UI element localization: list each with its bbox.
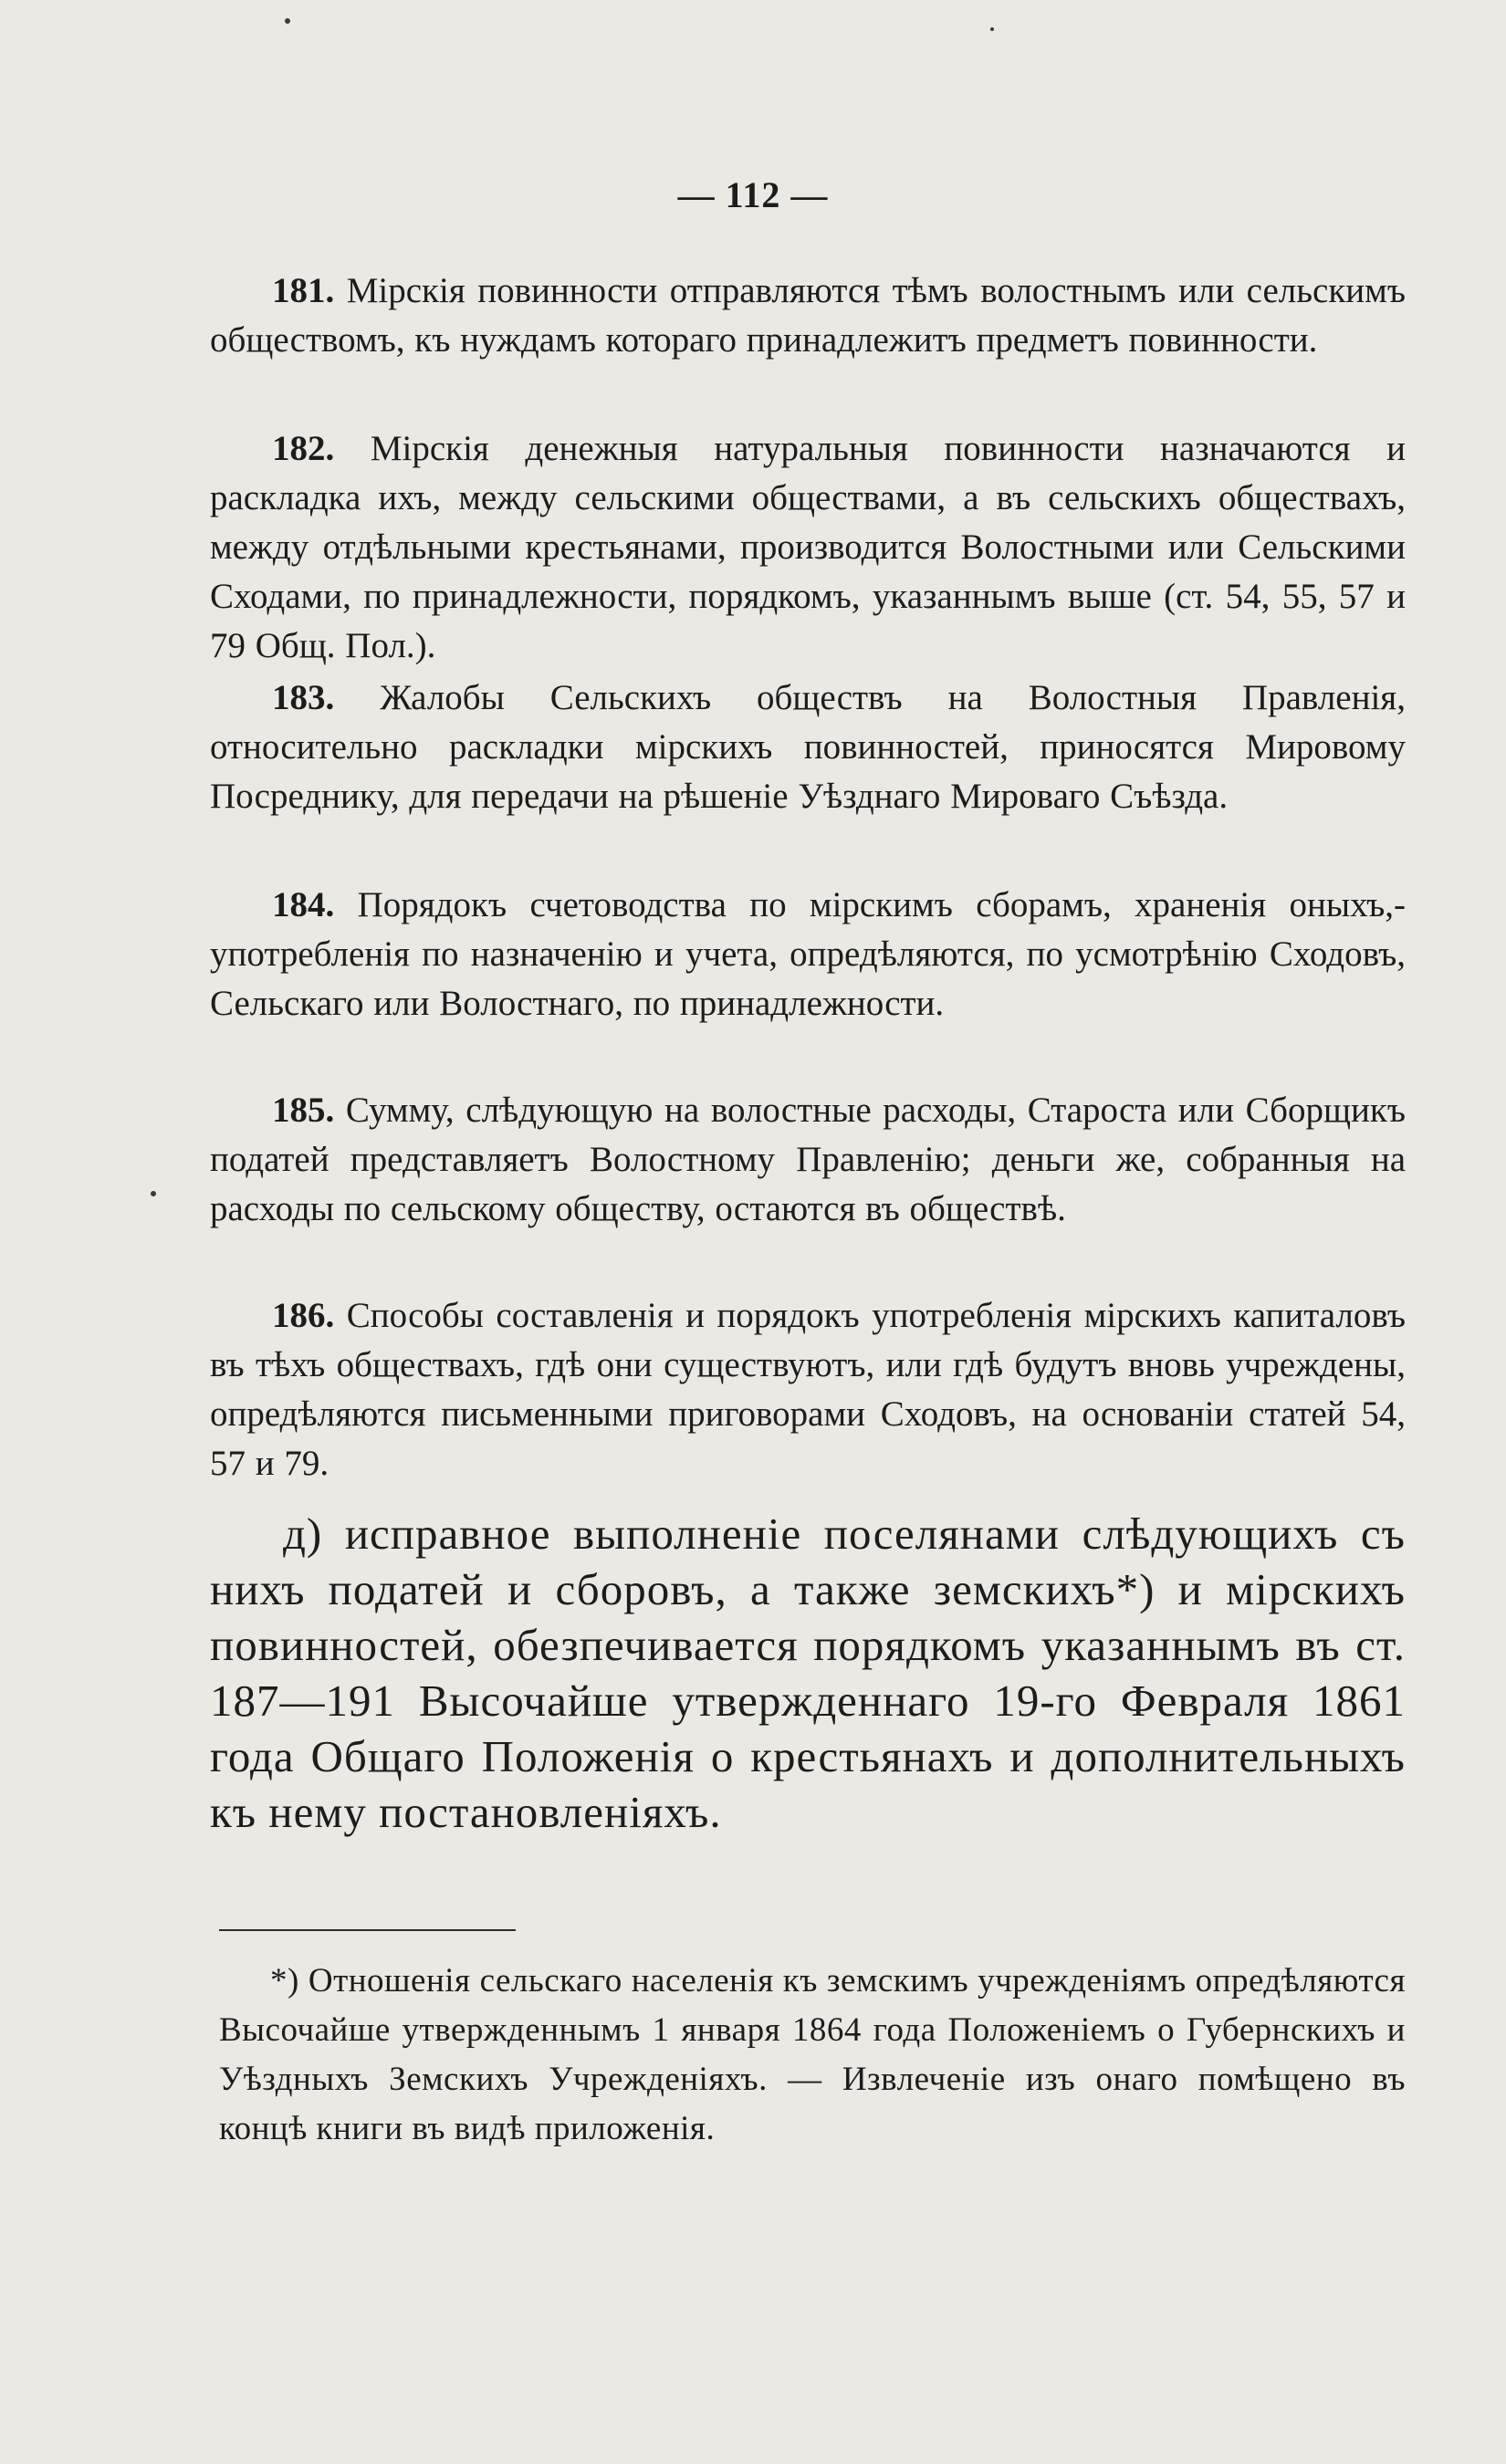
paragraph-186 xyxy=(210,1291,1406,1488)
print-speck xyxy=(151,1191,156,1196)
paragraph-text: Сумму, слѣдующую на волостные расходы, Староста или Сборщикъ податей представляетъ Волостному Правленію; деньги же, собранныя на расходы по сельскому обществу, остаются въ обществѣ. xyxy=(210,1091,1406,1228)
paragraph-body xyxy=(210,673,1406,821)
paragraph-182 xyxy=(210,424,1406,671)
paragraph-text: Мірскія повинности отправляются тѣмъ волостнымъ или сельскимъ обществомъ, къ нуждамъ котораго принадлежитъ предметъ повинности. xyxy=(210,271,1406,360)
print-speck xyxy=(990,27,994,31)
paragraph-183 xyxy=(210,673,1406,821)
paragraph-number: 182. xyxy=(272,429,335,468)
footnote-divider xyxy=(219,1929,516,1931)
paragraph-body xyxy=(210,1086,1406,1234)
footnote-reference[interactable]: *) xyxy=(1115,1564,1156,1614)
print-speck xyxy=(285,18,290,24)
paragraph-body xyxy=(210,1291,1406,1488)
paragraph-number: 185. xyxy=(272,1091,335,1130)
footnote-text: Отношенія сельскаго населенія къ земскимъ учрежденіямъ опредѣляются Высочайше утвержденнымъ 1 января 1864 года Положеніемъ о Губернскихъ и Уѣздныхъ Земскихъ Учрежденіяхъ. — Извлеченіе изъ онаго помѣщено въ концѣ книги въ видѣ приложенія. xyxy=(219,1962,1406,2147)
paragraph-number: 184. xyxy=(272,885,335,924)
footnote xyxy=(219,1957,1406,2154)
footnote-body xyxy=(219,1957,1406,2154)
paragraph-number: 186. xyxy=(272,1296,335,1335)
paragraph-number: 181. xyxy=(272,271,335,310)
clause-text-end: и мірскихъ повинностей, обезпечивается порядкомъ указаннымъ въ ст. 187—191 Высочайше утвержденнаго 19-го Февраля 1861 года Общаго Положенія о крестьянахъ и дополнительныхъ къ нему постановленіяхъ. xyxy=(210,1564,1406,1837)
paragraph-text: Мірскія денежныя натуральныя повинности назначаются и раскладка ихъ, между сельскими обществами, а въ сельскихъ обществахъ, между отдѣльными крестьянами, производится Волостными или Сельскими Сходами, по принадлежности, порядкомъ, указаннымъ выше (ст. 54, 55, 57 и 79 Общ. Пол.). xyxy=(210,429,1406,665)
paragraph-text: Способы составленія и порядокъ употребленія мірскихъ капиталовъ въ тѣхъ обществахъ, гдѣ они существуютъ, или гдѣ будутъ вновь учреждены, опредѣляются письменными приговорами Сходовъ, на основаніи статей 54, 57 и 79. xyxy=(210,1296,1407,1483)
paragraph-number: 183. xyxy=(272,678,335,717)
clause-body xyxy=(210,1506,1406,1840)
paragraph-body xyxy=(210,881,1406,1028)
paragraph-body xyxy=(210,424,1406,671)
paragraph-body xyxy=(210,266,1406,365)
paragraph-text: Жалобы Сельскихъ обществъ на Волостныя Правленія, относительно раскладки мірскихъ повинностей, приносятся Мировому Посреднику, для передачи на рѣшеніе Уѣзднаго Мироваго Съѣзда. xyxy=(210,678,1406,816)
clause-text-start: д) исправное выполненіе поселянами слѣдующихъ съ нихъ податей и сборовъ, а также земскихъ xyxy=(210,1509,1406,1614)
paragraph-text: Порядокъ счетоводства по мірскимъ сборамъ, храненія оныхъ,-употребленія по назначенію и учета, опредѣляются, по усмотрѣнію Сходовъ, Сельскаго или Волостнаго, по принадлежности. xyxy=(210,885,1407,1023)
paragraph-184 xyxy=(210,881,1406,1028)
footnote-mark: *) xyxy=(270,1962,299,1999)
page-number: — 112 — xyxy=(677,174,829,215)
paragraph-181 xyxy=(210,266,1406,365)
clause-d xyxy=(210,1506,1406,1840)
paragraph-185 xyxy=(210,1086,1406,1234)
